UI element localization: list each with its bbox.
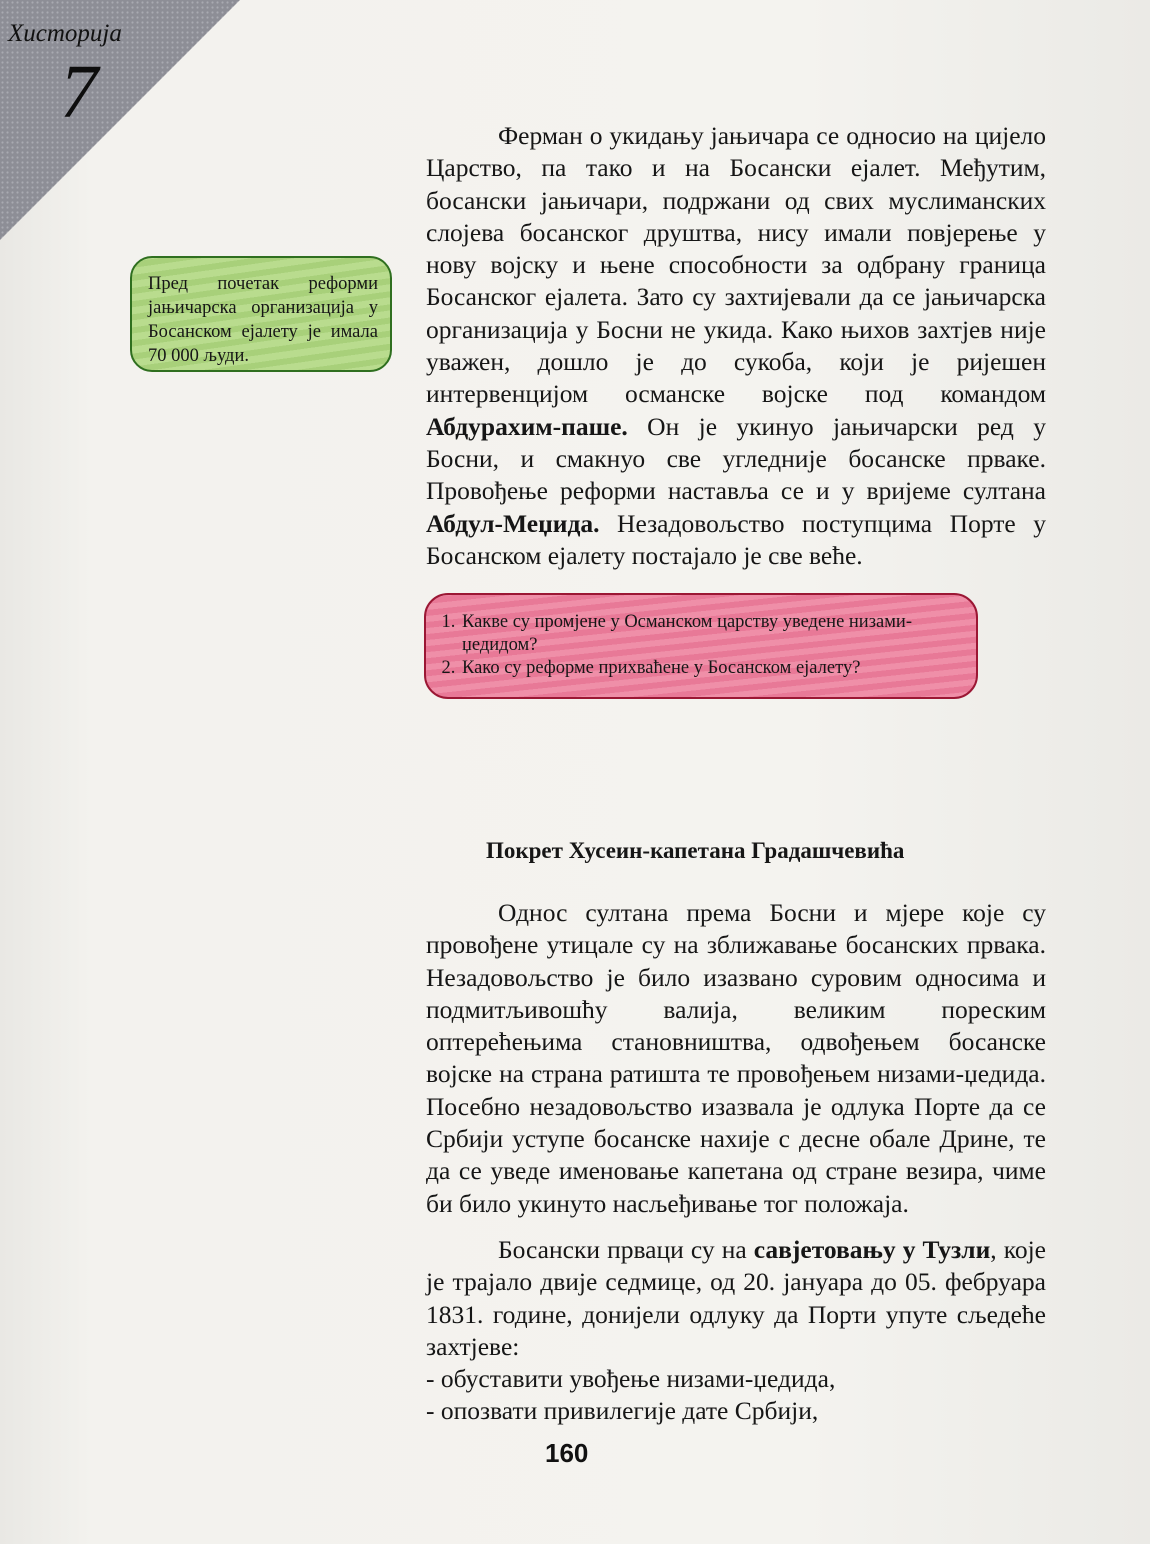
section-bold-tuzla: савјетовању у Тузли: [753, 1234, 991, 1264]
section-paragraph-2: [426, 1234, 1046, 1363]
intro-bold-abdurahim: Абдурахим-паше.: [426, 411, 628, 441]
note-text: Пред почетак реформи јањичарска организација у Босанском ејалету је имала 70 000 људи.: [148, 274, 378, 366]
question-item: 1. Какве су промјене у Османском царству уведене низами-џедидом?: [460, 611, 962, 657]
intro-bold-abdul-medzid: Абдул-Меџида.: [426, 508, 600, 538]
section-text-part: , које је трајало двије седмице, од 20. јануара до 05. фебруара 1831. године, донијели одлуку да Порти упуте сљедеће захтјеве:: [426, 1234, 1046, 1361]
section-heading: Покрет Хусеин-капетана Градашчевића: [486, 838, 905, 863]
questions-box: [424, 593, 978, 699]
intro-paragraph: [426, 120, 1046, 572]
intro-text-part: Незадовољство поступцима Порте у Босанском ејалету постајало је све веће.: [426, 508, 1046, 570]
paragraph-spacer: [426, 1220, 1046, 1234]
intro-text: [426, 120, 1046, 572]
intro-text-part: Он је укинуо јањичарски ред у Босни, и смакнуо све угледније босанске прваке. Провођење реформи наставља се и у вријеме султана: [426, 411, 1046, 506]
intro-text-part: Ферман о укидању јањичара се односио на цијело Царство, па тако и на Босански ејалет. Међутим, босански јањичари, подржани од свих муслиманских слојева босанског друштва, нису имали повјерење у нову војску и њене способности за одбрану граница Босанског ејалета. Зато су захтијевали да се јањичарска организација у Босни не укида. Како њихов захтјев није уважен, дошло је до сукоба, који је ријешен интервенцијом османске војске под командом: [426, 121, 1046, 409]
demand-item: - опозвати привилегије дате Србији,: [426, 1396, 819, 1426]
chapter-number: 7: [60, 50, 98, 134]
question-item: 2. Како су реформе прихваћене у Босанском ејалету?: [460, 657, 962, 680]
questions-list: [442, 611, 962, 680]
demand-item: - обуставити увођење низами-џедида,: [426, 1364, 836, 1394]
demands-list: [426, 1363, 1046, 1428]
green-note-box: [130, 256, 392, 372]
section-text: [426, 897, 1046, 1428]
section-paragraph-1: Однос султана према Босни и мјере које су провођене утицале су на зближавање босанских првака. Незадовољство је било изазвано суровим односима и подмитљивошћу валија, великим пореским оптерећењима становништва, одвођењем босанске војске на страна ратишта те провођењем низами-џедида. Посебно незадовољство изазвала је одлука Порте да се Србији уступе босанске нахије с десне обале Дрине, те да се уведе именовање капетана од стране везира, чиме би било укинуто насљеђивање тог положаја.: [426, 898, 1046, 1218]
page-number: 160: [545, 1438, 589, 1468]
running-head-subject: Хисторија: [8, 20, 122, 47]
section-text-part: Босански прваци су на: [498, 1234, 754, 1264]
